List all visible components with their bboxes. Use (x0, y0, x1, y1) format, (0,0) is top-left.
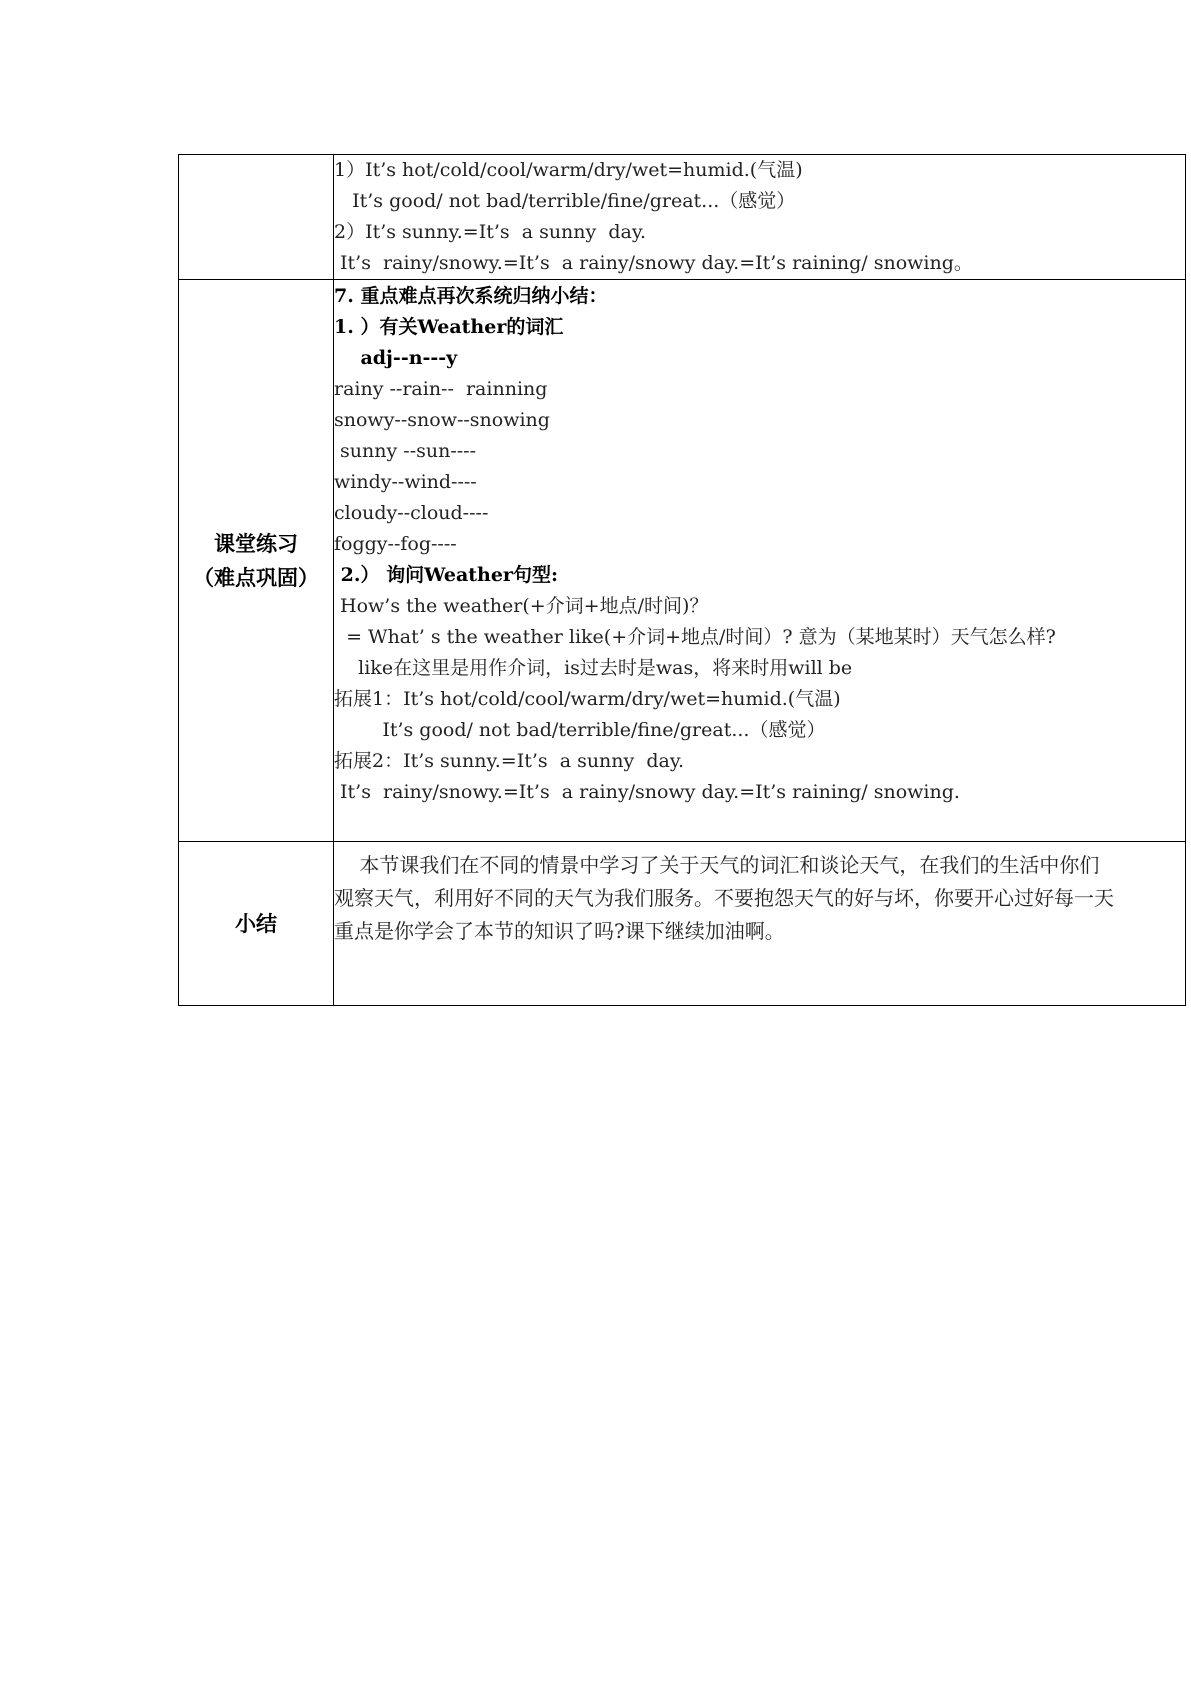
content-line: 拓展2：It’s sunny.=It’s a sunny day. (334, 750, 685, 772)
content-line: How’s the weather(+介词+地点/时间)？ (334, 595, 709, 617)
table-row (179, 842, 1186, 1006)
content-line: = What’ s the weather like(+介词+地点/时间）? 意为（某地某时）天气怎么样? (334, 626, 1056, 648)
summary-line: 观察天气，利用好不同的天气为我们服务。不要抱怨天气的好与坏，你要开心过好每一天 (334, 886, 1114, 910)
row-label-empty (179, 155, 334, 280)
row-content-summary (334, 842, 1186, 1006)
table-row (179, 280, 1186, 842)
vocab-line: rainy --rain-- rainning (334, 378, 548, 400)
section-heading: 2.） 询问Weather句型: (334, 564, 558, 586)
content-line: It’s rainy/snowy.=It’s a rainy/snowy day.=It’s raining/ snowing。 (334, 252, 973, 274)
table-row (179, 155, 1186, 280)
content-line: 2）It’s sunny.=It’s a sunny day. (334, 221, 647, 243)
section-heading: 7. 重点难点再次系统归纳小结： (334, 285, 608, 307)
label-class-practice: 课堂练习 (214, 531, 298, 556)
row-content-summary-notes (334, 280, 1186, 842)
summary-line: 本节课我们在不同的情景中学习了关于天气的词汇和谈论天气，在我们的生活中你们 (334, 853, 1100, 877)
vocab-line: foggy--fog---- (334, 533, 457, 555)
section-heading: 1. ）有关Weather的词汇 (334, 316, 564, 338)
vocab-line: snowy--snow--snowing (334, 409, 550, 431)
summary-line: 重点是你学会了本节的知识了吗?课下继续加油啊。 (334, 919, 785, 943)
vocab-line: cloudy--cloud---- (334, 502, 489, 524)
content-line: 拓展1：It’s hot/cold/cool/warm/dry/wet=humid.(气温) (334, 688, 841, 710)
row-label-class-practice (179, 280, 334, 842)
content-line: 1）It’s hot/cold/cool/warm/dry/wet=humid.(气温) (334, 159, 803, 181)
vocab-pattern: adj--n---y (334, 347, 458, 369)
vocab-line: windy--wind---- (334, 471, 477, 493)
lesson-plan-table (178, 154, 1186, 1006)
content-line: It’s rainy/snowy.=It’s a rainy/snowy day.=It’s raining/ snowing. (334, 781, 960, 803)
content-line: like在这里是用作介词，is过去时是was，将来时用will be (334, 657, 853, 679)
label-summary: 小结 (235, 911, 277, 936)
vocab-line: sunny --sun---- (334, 440, 477, 462)
row-content-weather-expressions (334, 155, 1186, 280)
content-line: It’s good/ not bad/terrible/fine/great...（感觉） (334, 719, 826, 741)
row-label-summary (179, 842, 334, 1006)
content-line: It’s good/ not bad/terrible/fine/great...（感觉） (334, 190, 796, 212)
label-difficulty-review: （难点巩固） (193, 565, 319, 590)
